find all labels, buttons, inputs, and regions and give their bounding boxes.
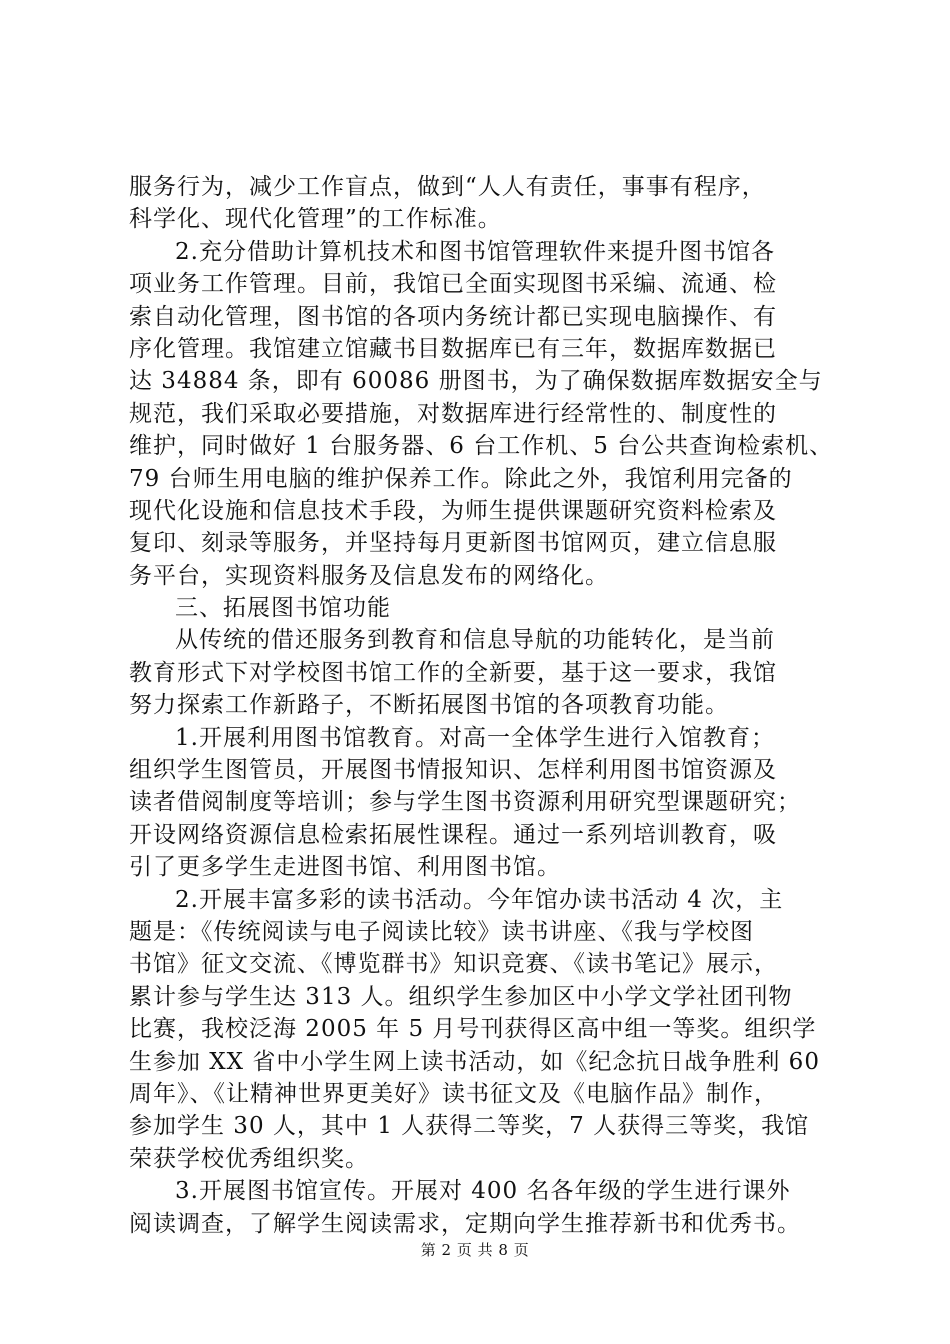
text-line: 荣获学校优秀组织奖。	[129, 1145, 369, 1172]
text-line: 达 34884 条，即有 60086 册图书，为了确保数据库数据安全与	[129, 368, 823, 395]
text-line: 索自动化管理，图书馆的各项内务统计都已实现电脑操作、有	[129, 303, 777, 330]
text-line: 科学化、现代化管理”的工作标准。	[129, 206, 502, 233]
text-line: 书馆》征文交流、《博览群书》知识竞赛、《读书笔记》展示，	[129, 951, 778, 978]
text-line: 三、拓展图书馆功能	[175, 595, 391, 622]
text-line: 服务行为，减少工作盲点，做到“人人有责任，事事有程序，	[129, 174, 766, 200]
text-line: 题是：《传统阅读与电子阅读比较》读书讲座、《我与学校图	[129, 918, 754, 945]
text-line: 规范，我们采取必要措施，对数据库进行经常性的、制度性的	[129, 400, 777, 427]
text-line: 引了更多学生走进图书馆、利用图书馆。	[129, 854, 561, 881]
text-line: 生参加 XX 省中小学生网上读书活动，如《纪念抗日战争胜利 60	[129, 1048, 820, 1075]
text-line: 读者借阅制度等培训；参与学生图书资源利用研究型课题研究；	[129, 789, 801, 816]
text-line: 务平台，实现资料服务及信息发布的网络化。	[129, 562, 609, 589]
text-line: 项业务工作管理。目前，我馆已全面实现图书采编、流通、检	[129, 271, 777, 298]
text-line: 周年》、《让精神世界更美好》读书征文及《电脑作品》制作，	[129, 1080, 778, 1107]
text-line: 维护，同时做好 1 台服务器、6 台工作机、5 台公共查询检索机、	[129, 433, 834, 460]
text-line: 阅读调查，了解学生阅读需求，定期向学生推荐新书和优秀书。	[129, 1210, 801, 1237]
text-line: 教育形式下对学校图书馆工作的全新要，基于这一要求，我馆	[129, 659, 777, 686]
text-line: 现代化设施和信息技术手段，为师生提供课题研究资料检索及	[129, 497, 777, 524]
page-footer: 第 2 页 共 8 页	[420, 1241, 530, 1259]
text-line: 2.开展丰富多彩的读书活动。今年馆办读书活动 4 次，主	[175, 886, 784, 913]
text-line: 复印、刻录等服务，并坚持每月更新图书馆网页，建立信息服	[129, 530, 777, 557]
body-text	[129, 171, 849, 1240]
text-line: 开设网络资源信息检索拓展性课程。通过一系列培训教育，吸	[129, 821, 777, 848]
text-line: 序化管理。我馆建立馆藏书目数据库已有三年，数据库数据已	[129, 335, 777, 362]
text-line: 3.开展图书馆宣传。开展对 400 名各年级的学生进行课外	[175, 1178, 791, 1205]
text-line: 从传统的借还服务到教育和信息导航的功能转化，是当前	[175, 627, 775, 654]
text-line: 累计参与学生达 313 人。组织学生参加区中小学文学社团刊物	[129, 983, 793, 1010]
text-line: 努力探索工作新路子，不断拓展图书馆的各项教育功能。	[129, 692, 729, 719]
text-line: 2.充分借助计算机技术和图书馆管理软件来提升图书馆各	[175, 238, 775, 265]
text-line: 1.开展利用图书馆教育。对高一全体学生进行入馆教育；	[175, 724, 775, 751]
text-line: 组织学生图管员，开展图书情报知识、怎样利用图书馆资源及	[129, 757, 777, 784]
text-line: 参加学生 30 人，其中 1 人获得二等奖，7 人获得三等奖，我馆	[129, 1113, 810, 1140]
text-line: 比赛，我校泛海 2005 年 5 月号刊获得区高中组一等奖。组织学	[129, 1016, 817, 1043]
text-line: 79 台师生用电脑的维护保养工作。除此之外，我馆利用完备的	[129, 465, 793, 492]
